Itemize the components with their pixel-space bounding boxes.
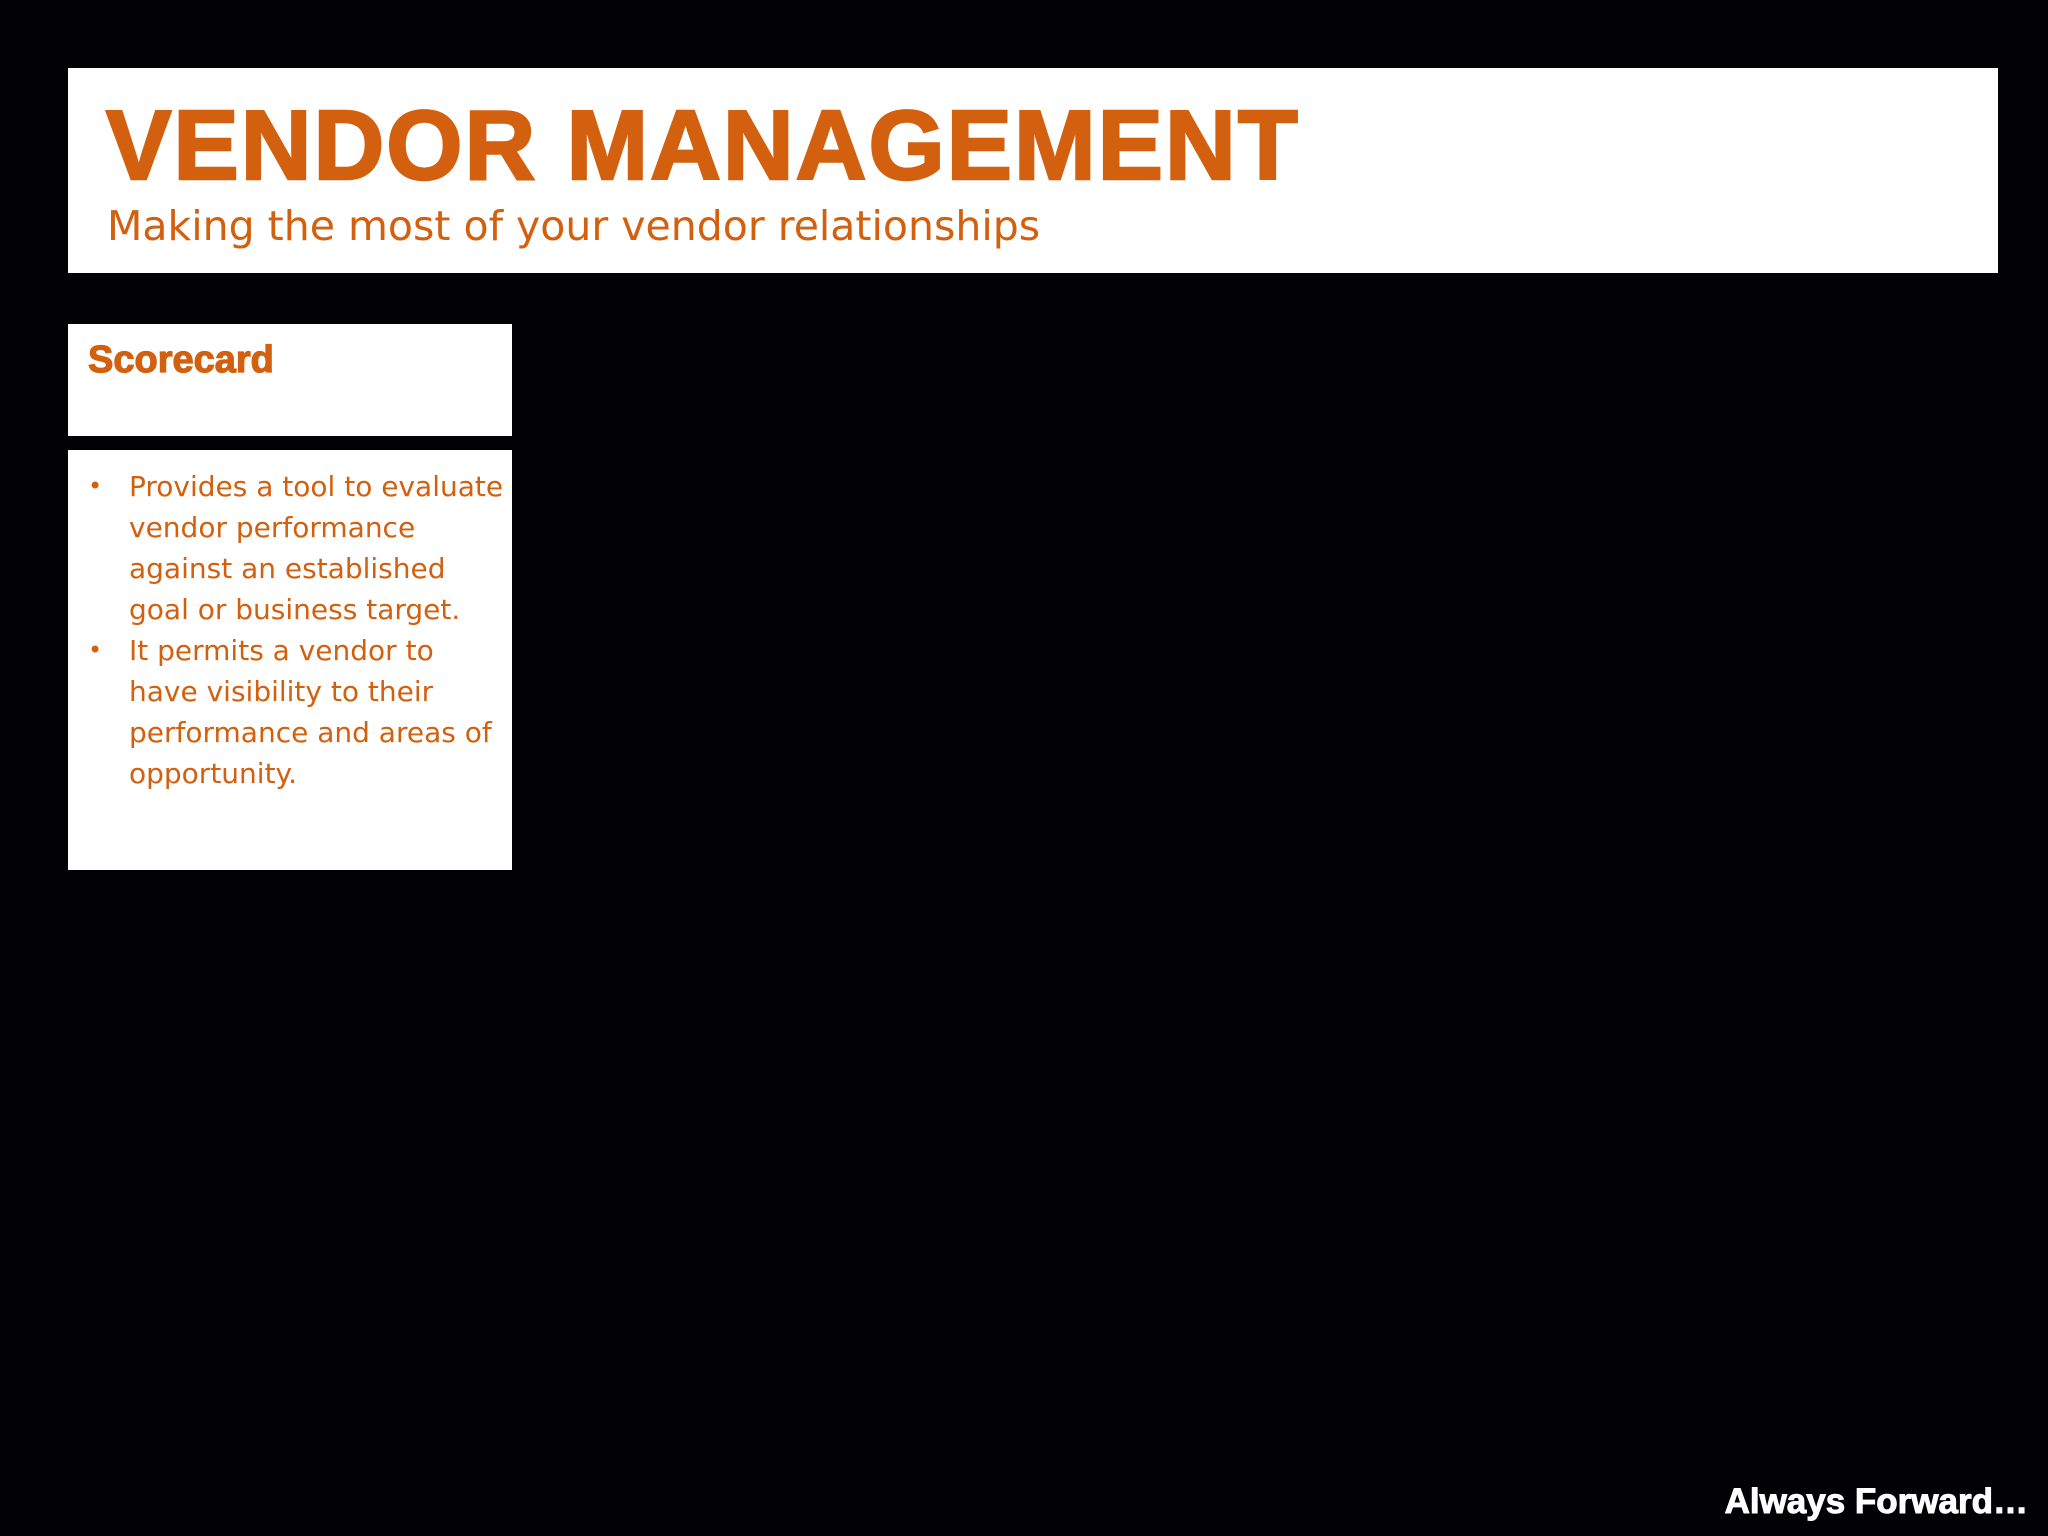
- bullet-text: Provides a tool to evaluate vendor performance against an established goal or business target.: [129, 470, 504, 626]
- page-title: VENDOR MANAGEMENT: [106, 90, 1300, 200]
- page-subtitle: Making the most of your vendor relationships: [107, 202, 1041, 250]
- bullet-dot-icon: •: [88, 472, 103, 500]
- bullet-dot-icon: •: [88, 636, 103, 664]
- bullet-item: [88, 630, 508, 794]
- section-heading: Scorecard: [88, 339, 274, 381]
- section-body-box: [68, 450, 512, 870]
- bullet-list: [88, 466, 508, 794]
- footer-tagline: Always Forward…: [1724, 1482, 2028, 1521]
- bullet-item: [88, 466, 508, 630]
- title-banner: [68, 68, 1998, 273]
- bullet-text: It permits a vendor to have visibility to their performance and areas of opportunity.: [129, 634, 492, 790]
- section-header-box: [68, 324, 512, 436]
